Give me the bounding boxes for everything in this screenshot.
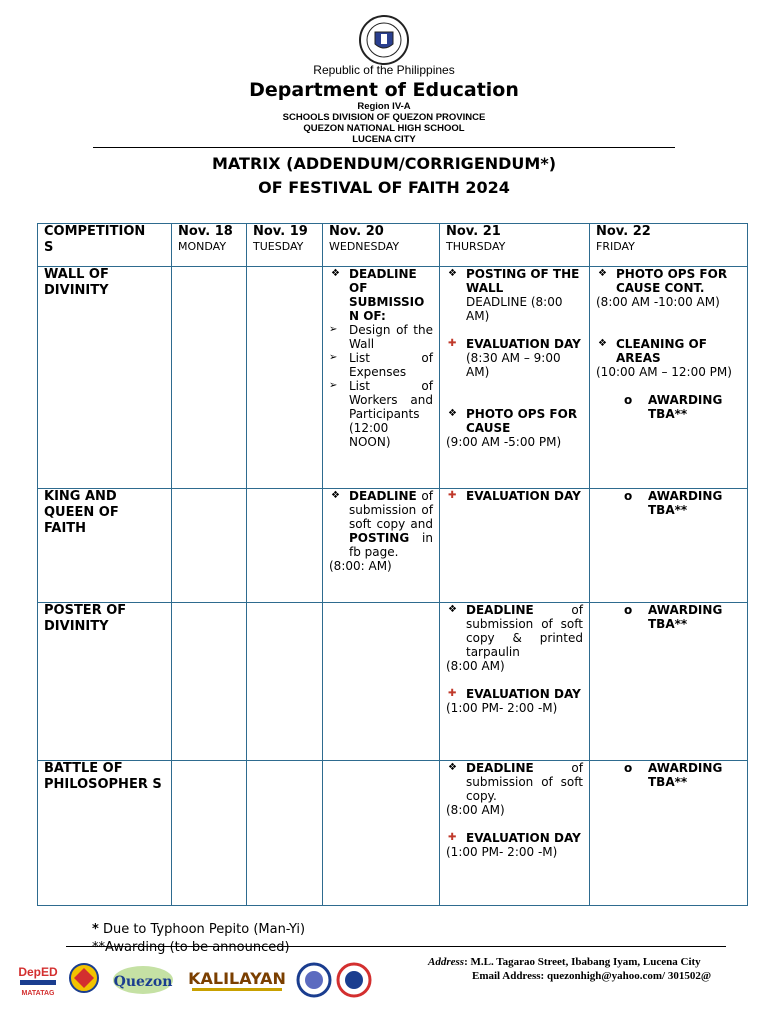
poster-nov18 (172, 603, 247, 761)
wall-cleaning: ❖ CLEANING OF AREAS (596, 337, 741, 365)
king-nov20 (323, 489, 440, 603)
wall-nov19 (247, 267, 323, 489)
wall-evaluation: ✚ EVALUATION DAY (446, 337, 583, 351)
poster-nov22 (590, 603, 748, 761)
wall-awarding: o AWARDING TBA** (596, 393, 741, 421)
quezon-logo-text: Quezon (113, 974, 173, 990)
header-nov21: Nov. 21 THURSDAY (440, 224, 590, 267)
header-nov18: Nov. 18 MONDAY (172, 224, 247, 267)
battle-nov18 (172, 761, 247, 906)
header-divider (93, 147, 675, 148)
division-seal-logo (296, 962, 332, 998)
school-seal-logo (336, 962, 372, 998)
wall-photo-time: (9:00 AM -5:00 PM) (446, 435, 562, 449)
region-text: Region IV-A (357, 101, 411, 112)
bagong-pilipinas-logo (64, 962, 104, 998)
wall-item-design: ➢ Design of the Wall (329, 323, 433, 351)
wall-photo-cont: ❖ PHOTO OPS FOR CAUSE CONT. (596, 267, 741, 295)
battle-nov19 (247, 761, 323, 906)
wall-nov18 (172, 267, 247, 489)
wall-name: WALL OF DIVINITY (38, 267, 172, 489)
king-evaluation: ✚ EVALUATION DAY (446, 489, 583, 503)
battle-eval-time: (1:00 PM- 2:00 -M) (446, 845, 558, 859)
poster-evaluation: ✚ EVALUATION DAY (446, 687, 583, 701)
header-competitions: COMPETITION S (38, 224, 172, 267)
header-nov20: Nov. 20 WEDNESDAY (323, 224, 440, 267)
king-nov22 (590, 489, 748, 603)
king-time: (8:00: AM) (329, 559, 392, 573)
table-row-wall (38, 267, 748, 489)
battle-evaluation: ✚ EVALUATION DAY (446, 831, 583, 845)
table-row-battle (38, 761, 748, 906)
table-row-king (38, 489, 748, 603)
schedule-matrix-table (37, 223, 748, 906)
header-nov19: Nov. 19 TUESDAY (247, 224, 323, 267)
wall-eval-time: (8:30 AM – 9:00 AM) (466, 351, 561, 379)
footnote-typhoon: * Due to Typhoon Pepito (Man-Yi) (92, 922, 306, 937)
deped-quezon-logo (110, 962, 176, 998)
footer-address: Address: M.L. Tagarao Street, Ibabang Iyam, Lucena City (428, 956, 701, 968)
wall-item-expenses: ➢ List of Expenses (329, 351, 433, 379)
poster-awarding: o AWARDING TBA** (596, 603, 741, 631)
poster-time: (8:00 AM) (446, 659, 505, 673)
matatag-logo-text: MATATAG (21, 990, 55, 997)
poster-nov21 (440, 603, 590, 761)
battle-time: (8:00 AM) (446, 803, 505, 817)
header-nov22: Nov. 22 FRIDAY (590, 224, 748, 267)
battle-name: BATTLE OF PHILOSOPHER S (38, 761, 172, 906)
table-header-row (38, 224, 748, 267)
battle-nov22 (590, 761, 748, 906)
king-name: KING AND QUEEN OF FAITH (38, 489, 172, 603)
battle-nov20 (323, 761, 440, 906)
king-nov18 (172, 489, 247, 603)
king-awarding: o AWARDING TBA** (596, 489, 741, 517)
wall-nov21 (440, 267, 590, 489)
battle-nov21 (440, 761, 590, 906)
wall-photo-cont-time: (8:00 AM -10:00 AM) (596, 295, 720, 309)
king-nov21 (440, 489, 590, 603)
wall-item-workers: ➢ List of Workers and Participants (12:00 NOON) (329, 379, 433, 449)
wall-deadline-head: ❖ DEADLINE OF SUBMISSIO N OF: (329, 267, 433, 323)
wall-photo-ops: ❖ PHOTO OPS FOR CAUSE (446, 407, 583, 435)
wall-nov22 (590, 267, 748, 489)
kalilayan-logo-text: KALILAYAN (188, 969, 286, 988)
poster-eval-time: (1:00 PM- 2:00 -M) (446, 701, 558, 715)
school-text: QUEZON NATIONAL HIGH SCHOOL (303, 123, 465, 134)
matrix-title-line2: OF FESTIVAL OF FAITH 2024 (258, 178, 510, 197)
table-row-poster (38, 603, 748, 761)
poster-nov19 (247, 603, 323, 761)
kalilayan-logo (184, 962, 290, 998)
wall-posting: ❖ POSTING OF THE WALL (446, 267, 583, 295)
wall-cleaning-time: (10:00 AM – 12:00 PM) (596, 365, 732, 379)
king-deadline: ❖ DEADLINE of submission of soft copy and POSTING in fb page. (329, 489, 433, 559)
deped-logo-text: DepED (18, 965, 58, 979)
matrix-title-line1: MATRIX (ADDENDUM/CORRIGENDUM*) (211, 154, 557, 173)
deped-seal-logo (351, 14, 417, 66)
division-text: SCHOOLS DIVISION OF QUEZON PROVINCE (282, 112, 486, 123)
battle-deadline: ❖ DEADLINE of submission of soft copy. (446, 761, 583, 803)
deped-matatag-logo (16, 962, 60, 998)
footer-divider (66, 946, 726, 947)
footer-email: Email Address: quezonhigh@yahoo.com/ 301502@ (472, 970, 712, 982)
city-text: LUCENA CITY (352, 134, 416, 145)
department-title: Department of Education (249, 79, 519, 101)
republic-text: Republic of the Philippines (313, 63, 455, 77)
footnote-awarding: **Awarding (to be announced) (92, 940, 290, 955)
poster-nov20 (323, 603, 440, 761)
wall-posting-time: DEADLINE (8:00 AM) (466, 295, 563, 323)
battle-awarding: o AWARDING TBA** (596, 761, 741, 789)
poster-name: POSTER OF DIVINITY (38, 603, 172, 761)
king-nov19 (247, 489, 323, 603)
wall-nov20 (323, 267, 440, 489)
poster-deadline: ❖ DEADLINE of submission of soft copy & printed tarpaulin (446, 603, 583, 659)
